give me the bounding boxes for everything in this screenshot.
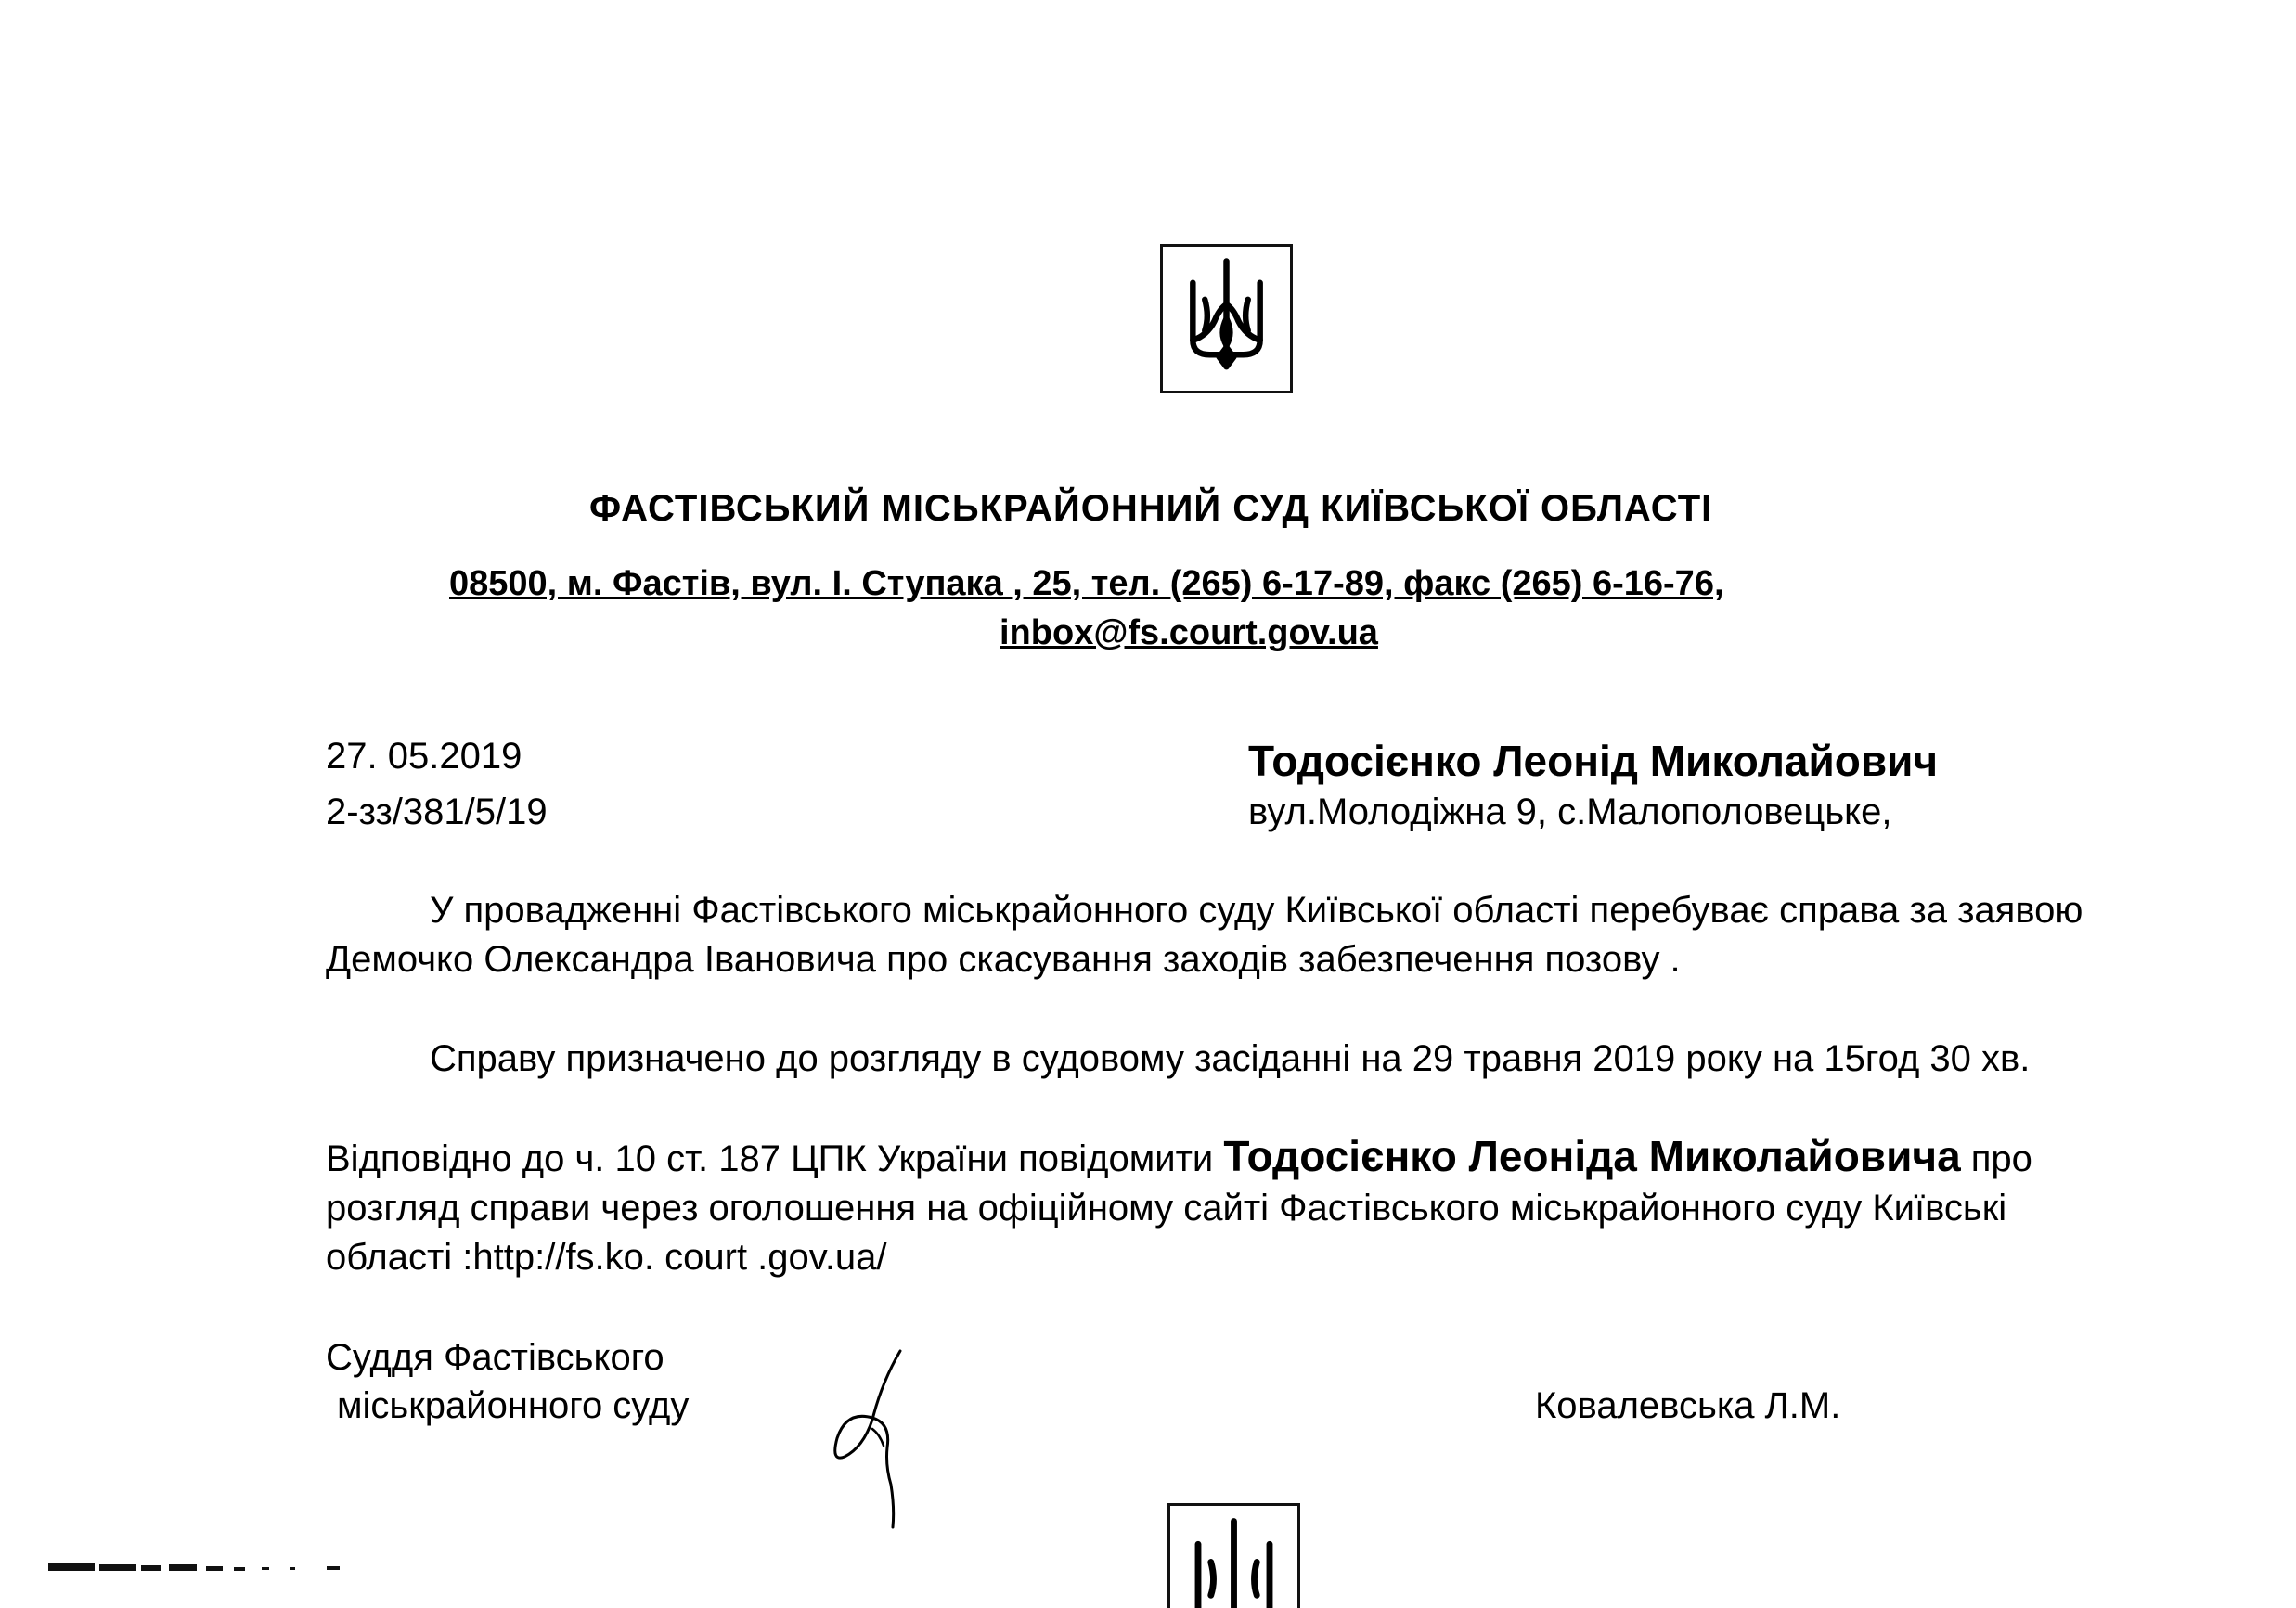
recipient-name: Тодосієнко Леонід Миколайович <box>1248 737 1939 785</box>
letter-date: 27. 05.2019 <box>326 736 522 777</box>
coat-of-arms-icon <box>1160 244 1293 393</box>
tryzub-icon <box>1163 247 1290 391</box>
case-number: 2-зз/381/5/19 <box>326 791 548 832</box>
handwritten-signature <box>826 1345 937 1531</box>
court-email-line <box>1000 613 1378 653</box>
court-email: inbox@fs.court.gov.ua <box>1000 613 1378 652</box>
judge-name: Ковалевська Л.М. <box>1535 1385 1841 1426</box>
coat-of-arms-icon-bottom <box>1167 1503 1300 1608</box>
judge-title-line-2: міськрайонного суду <box>337 1385 690 1426</box>
recipient-address: вул.Молодіжна 9, с.Малополовецьке, <box>1248 791 1892 832</box>
court-address: 08500, м. Фастів, вул. І. Ступака , 25, тел. (265) 6-17-89, факс (265) 6-16-76, <box>449 564 1724 603</box>
court-name: ФАСТІВСЬКИЙ МІСЬКРАЙОННИЙ СУД КИЇВСЬКОЇ ОБЛАСТІ <box>589 488 1713 529</box>
body-paragraph-3 <box>326 1132 2098 1282</box>
paragraph-3-prefix: Відповідно до ч. 10 ст. 187 ЦПК України повідомити <box>326 1138 1224 1179</box>
scan-noise-decoration <box>48 1561 466 1574</box>
paragraph-3-suffix: про розгляд справи через оголошення на офіційному сайті Фастівського міськрайонного суду Київські області :http://fs.ko. court .gov.ua/ <box>326 1138 2032 1278</box>
body-paragraph-2: Справу призначено до розгляду в судовому засіданні на 29 травня 2019 року на 15год 30 хв. <box>430 1038 2031 1079</box>
body-paragraph-1: У провадженні Фастівського міськрайонного суду Київської області перебуває справа за заявою Демочко Олександра Івановича про скасування заходів забезпечення позову . <box>326 890 2083 980</box>
recipient-name-inline: Тодосієнко Леоніда Миколайовича <box>1223 1132 1961 1180</box>
tryzub-icon <box>1170 1506 1297 1608</box>
judge-title-line-1: Суддя Фастівського <box>326 1337 664 1378</box>
